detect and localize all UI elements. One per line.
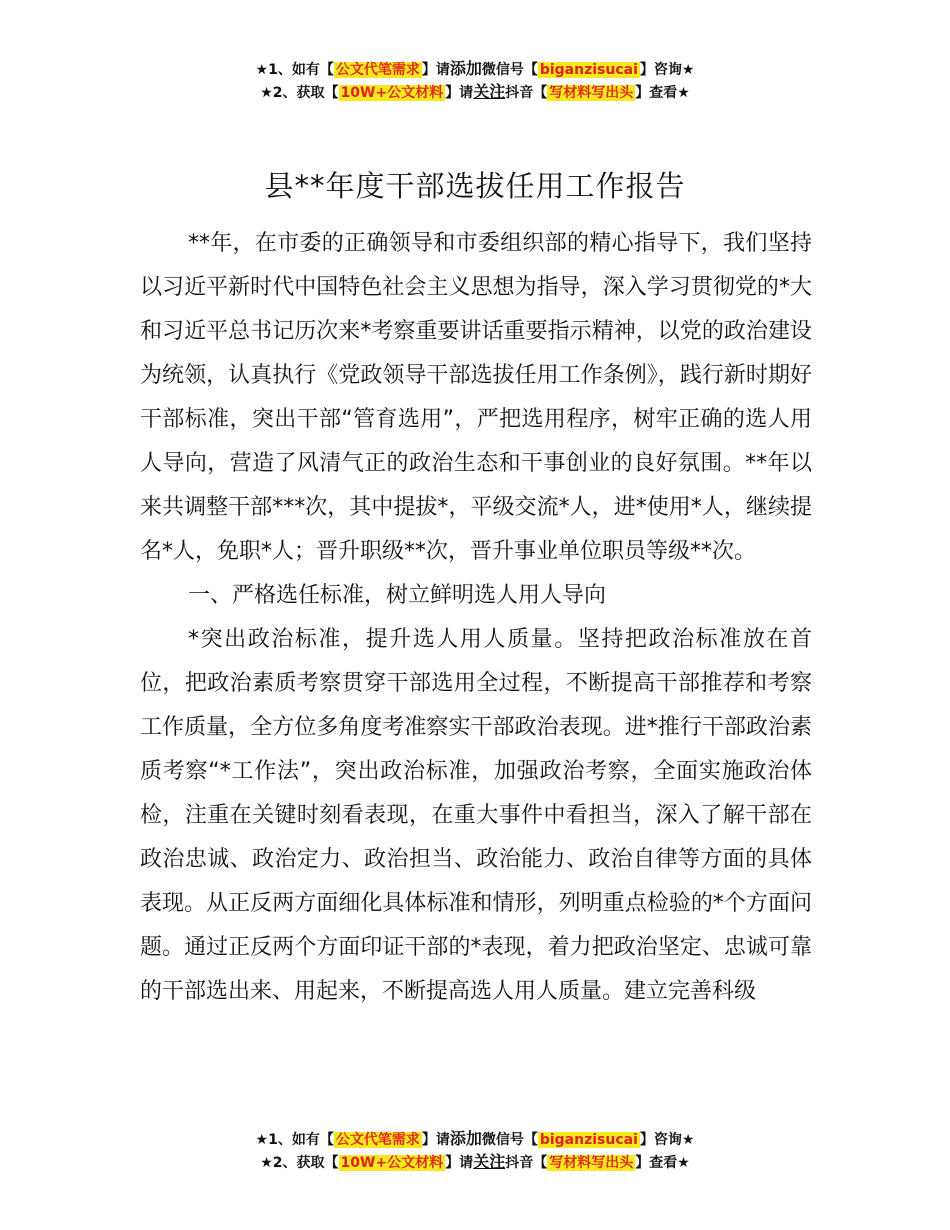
emphasis-word: 关注	[473, 82, 506, 101]
document-title: 县**年度干部选拔任用工作报告	[264, 169, 686, 203]
notice-text: 抖音【	[505, 85, 548, 101]
highlight-materials: 10W+公文材料	[340, 1155, 444, 1171]
header-notice-line-1	[0, 58, 950, 81]
highlight-douyin-account: 写材料写出头	[549, 85, 634, 101]
notice-text: 微信号【	[481, 1132, 538, 1148]
highlight-wechat-id: biganzisucai	[539, 1132, 638, 1148]
highlight-douyin-account: 写材料写出头	[549, 1155, 634, 1171]
notice-text: ★1、如有【	[255, 1132, 334, 1148]
section-heading: 一、严格选任标准，树立鲜明选人用人导向	[188, 583, 607, 608]
highlight-service: 公文代笔需求	[335, 1132, 420, 1148]
notice-text: 】请	[445, 85, 474, 101]
footer-notice-line-1	[0, 1128, 950, 1151]
notice-text: 】咨询★	[639, 1132, 695, 1148]
header-notice-line-2	[0, 81, 950, 104]
notice-text: 】请	[421, 1132, 450, 1148]
header-notice	[0, 58, 950, 104]
document-body	[140, 222, 812, 1014]
emphasis-word: 关注	[473, 1152, 506, 1171]
highlight-service: 公文代笔需求	[335, 62, 420, 78]
notice-text: 抖音【	[505, 1155, 548, 1171]
notice-text: 】查看★	[635, 85, 690, 101]
emphasis-word: 添加	[449, 1129, 482, 1148]
highlight-materials: 10W+公文材料	[340, 85, 444, 101]
notice-text: 】咨询★	[639, 62, 695, 78]
footer-notice	[0, 1128, 950, 1174]
emphasis-word: 添加	[449, 59, 482, 78]
highlight-wechat-id: biganzisucai	[539, 62, 638, 78]
body-paragraph: **年，在市委的正确领导和市委组织部的精心指导下，我们坚持以习近平新时代中国特色社会主义思想为指导，深入学习贯彻党的*大和习近平总书记历次来*考察重要讲话重要指示精神，以党的政治建设为统领，认真执行《党政领导干部选拔任用工作条例》，践行新时期好干部标准，突出干部“管育选用”，严把选用程序，树牢正确的选人用人导向，营造了风清气正的政治生态和干事创业的良好氛围。**年以来共调整干部***次，其中提拔*，平级交流*人，进*使用*人，继续提名*人，免职*人；晋升职级**次，晋升事业单位职员等级**次。	[140, 231, 812, 564]
notice-text: 】查看★	[635, 1155, 690, 1171]
notice-text: ★2、获取【	[260, 1155, 339, 1171]
body-paragraph: *突出政治标准，提升选人用人质量。坚持把政治标准放在首位，把政治素质考察贯穿干部选用全过程，不断提高干部推荐和考察工作质量，全方位多角度考准察实干部政治表现。进*推行干部政治素质考察“*工作法”，突出政治标准，加强政治考察，全面实施政治体检，注重在关键时刻看表现，在重大事件中看担当，深入了解干部在政治忠诚、政治定力、政治担当、政治能力、政治自律等方面的具体表现。从正反两方面细化具体标准和情形，列明重点检验的*个方面问题。通过正反两个方面印证干部的*表现，着力把政治坚定、忠诚可靠的干部选出来、用起来，不断提高选人用人质量。建立完善科级	[140, 627, 812, 1004]
notice-text: 微信号【	[481, 62, 538, 78]
notice-text: ★2、获取【	[260, 85, 339, 101]
notice-text: ★1、如有【	[255, 62, 334, 78]
notice-text: 】请	[421, 62, 450, 78]
footer-notice-line-2	[0, 1151, 950, 1174]
notice-text: 】请	[445, 1155, 474, 1171]
